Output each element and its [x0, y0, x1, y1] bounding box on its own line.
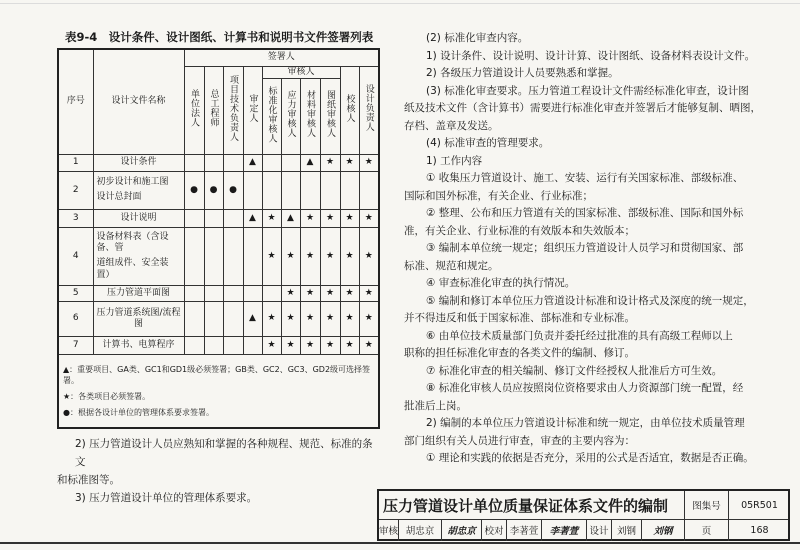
- text-line: 2) 压力管道设计人员应熟知和掌握的各种规程、规范、标准的条文: [75, 438, 373, 468]
- header-col-label: 材料审核人: [305, 90, 315, 138]
- star-mark: ★: [359, 154, 379, 171]
- empty-cell: [320, 171, 340, 209]
- empty-cell: [204, 337, 223, 355]
- row-index: 6: [58, 302, 93, 337]
- star-mark: ★: [281, 337, 300, 355]
- text-line: 批准后上岗。: [404, 399, 467, 412]
- header-col-label: 总工程师: [208, 89, 219, 127]
- row-file-name: [93, 302, 184, 337]
- table-row: [58, 154, 379, 171]
- dot-mark: ●: [204, 171, 223, 209]
- row-index: 2: [58, 171, 93, 209]
- triangle-mark: ▲: [243, 302, 262, 337]
- text-line: ② 整理、公布和压力管道有关的国家标准、部级标准、国际和国外标: [426, 207, 744, 219]
- table-row: [58, 227, 379, 285]
- text-line: 3) 压力管道设计单位的管理体系要求。: [75, 492, 258, 504]
- header-index: 序号: [58, 49, 93, 154]
- triangle-mark: ▲: [243, 154, 262, 171]
- header-col-label: 应力审核人: [285, 90, 296, 138]
- star-mark: ★: [320, 227, 340, 285]
- star-mark: ★: [281, 227, 300, 285]
- row-index: 7: [58, 337, 93, 355]
- empty-cell: [223, 227, 243, 285]
- header-col: [340, 66, 359, 154]
- atlas-label: 图集号: [685, 491, 729, 519]
- design-label: 设计: [587, 519, 612, 541]
- star-mark: ★: [262, 227, 281, 285]
- designer-signature: 刘钢: [642, 519, 685, 541]
- table-title: 表9-4 设计条件、设计图纸、计算书和说明书文件签署列表: [65, 30, 374, 44]
- star-mark: ★: [281, 285, 300, 301]
- title-block: [377, 489, 790, 541]
- header-col: [262, 78, 281, 154]
- text-line: 并不得违反和低于国家标准、部标准和专业标准。: [404, 312, 635, 324]
- star-mark: ★: [320, 209, 340, 227]
- star-mark: ★: [320, 302, 340, 337]
- header-col: [223, 66, 243, 154]
- triangle-mark: ▲: [281, 209, 300, 227]
- text-line: 2) 编制的本单位压力管道设计标准和统一规定，由单位技术质量管理: [426, 417, 745, 429]
- empty-cell: [243, 285, 262, 301]
- star-mark: ★: [300, 285, 320, 301]
- empty-cell: [262, 285, 281, 301]
- star-mark: ★: [359, 337, 379, 355]
- star-mark: ★: [262, 337, 281, 355]
- header-reviewers: 审核人: [262, 66, 340, 78]
- header-col-label: 设计负责人: [363, 84, 374, 132]
- text-line: ① 理论和实践的依据是否充分，采用的公式是否适宜，数据是否正确。: [426, 452, 754, 464]
- empty-cell: [359, 171, 379, 209]
- empty-cell: [243, 337, 262, 355]
- text-line: ⑧ 标准化审核人员应按照岗位资格要求由人力资源部门统一配置，经: [426, 382, 744, 394]
- table-row: [58, 337, 379, 355]
- row-file-name: [93, 227, 184, 285]
- empty-cell: [184, 227, 204, 285]
- row-file-name: [93, 337, 184, 355]
- row-file-name-line: 设计总封面: [96, 192, 142, 203]
- empty-cell: [184, 337, 204, 355]
- text-line: 纸及技术文件（含计算书）需要进行标准化审查并签署后才能够复制、晒图，: [404, 102, 761, 114]
- text-line: (4) 标准审查的管理要求。: [426, 137, 550, 149]
- row-file-name-line: 初步设计和施工图: [96, 177, 169, 187]
- reviewer-name: 胡忠京: [399, 519, 442, 541]
- empty-cell: [281, 171, 300, 209]
- star-mark: ★: [340, 337, 359, 355]
- star-mark: ★: [300, 227, 320, 285]
- signature-table: [57, 48, 380, 429]
- star-mark: ★: [300, 209, 320, 227]
- text-line: ① 收集压力管道设计、施工、安装、运行有关国家标准、部级标准、: [426, 172, 744, 184]
- header-col: [359, 66, 379, 154]
- star-mark: ★: [359, 302, 379, 337]
- header-name: 设计文件名称: [93, 49, 184, 154]
- atlas-number: 05R501: [741, 499, 778, 511]
- text-line: ⑥ 由单位技术质量部门负责并委托经过批准的具有高级工程师以上: [426, 329, 733, 342]
- drawing-title: 压力管道设计单位质量保证体系文件的编制: [379, 491, 685, 519]
- star-mark: ★: [320, 285, 340, 301]
- empty-cell: [204, 285, 223, 301]
- checker-name: 李著萱: [507, 519, 542, 541]
- triangle-mark: ▲: [243, 209, 262, 227]
- dot-mark: ●: [223, 171, 243, 209]
- text-line: 1) 工作内容: [426, 154, 483, 167]
- empty-cell: [184, 154, 204, 171]
- empty-cell: [300, 171, 320, 209]
- header-col-label: 单位法人: [189, 89, 199, 127]
- empty-cell: [243, 227, 262, 285]
- empty-cell: [243, 171, 262, 209]
- review-label: 审核: [379, 519, 399, 541]
- dot-mark: ●: [184, 171, 204, 209]
- empty-cell: [223, 154, 243, 171]
- header-col: [281, 78, 300, 154]
- table-row: [58, 302, 379, 337]
- row-index: 4: [58, 227, 93, 285]
- row-file-name: [93, 154, 184, 171]
- empty-cell: [204, 302, 223, 337]
- row-index: 1: [58, 154, 93, 171]
- table-row: [58, 285, 379, 301]
- empty-cell: [340, 171, 359, 209]
- row-file-name-line: 道组成件、安全装置）: [96, 258, 169, 280]
- text-line: (3) 标准化审查要求。压力管道工程设计文件需经标准化审查，设计图: [426, 84, 749, 97]
- star-mark: ★: [340, 302, 359, 337]
- triangle-mark: ▲: [300, 154, 320, 171]
- text-line: 部门组织有关人员进行审查，审查的主要内容为：: [404, 434, 635, 447]
- text-line: ⑦ 标准化审查的相关编制、修订文件经授权人批准后方可生效。: [426, 364, 723, 377]
- right-body-text: [404, 30, 794, 468]
- star-mark: ★: [300, 302, 320, 337]
- scan-bottom-edge: [0, 542, 800, 544]
- header-col: [300, 78, 320, 154]
- empty-cell: [223, 285, 243, 301]
- header-col: [320, 78, 340, 154]
- legend-note: ●：根据各设计单位的管理体系要求签署。: [63, 408, 214, 417]
- empty-cell: [184, 285, 204, 301]
- row-index: 5: [58, 285, 93, 301]
- row-file-name-line: 设备材料表（含设备、管: [96, 231, 169, 253]
- table-notes: [58, 355, 379, 429]
- star-mark: ★: [281, 302, 300, 337]
- empty-cell: [184, 209, 204, 227]
- star-mark: ★: [340, 209, 359, 227]
- text-line: ③ 编制本单位统一规定；组织压力管道设计人员学习和贯彻国家、部: [426, 242, 744, 254]
- header-col: [243, 66, 262, 154]
- star-mark: ★: [359, 285, 379, 301]
- row-file-name: [93, 171, 184, 209]
- text-line: 1) 设计条件、设计说明、设计计算、设计图纸、设备材料表设计文件。: [426, 49, 756, 62]
- text-line: 存档、盖章及发送。: [404, 119, 499, 132]
- text-line: ⑤ 编制和修订本单位压力管道设计标准和设计格式及深度的统一规定，: [426, 294, 754, 307]
- text-line: 国际和国外标准，有关企业、行业标准；: [404, 189, 593, 202]
- text-line: 2) 各级压力管道设计人员要熟悉和掌握。: [426, 67, 619, 79]
- star-mark: ★: [262, 209, 281, 227]
- star-mark: ★: [300, 337, 320, 355]
- empty-cell: [262, 154, 281, 171]
- page-label: 页: [685, 519, 729, 541]
- text-line: ④ 审查标准化审查的执行情况。: [426, 277, 576, 289]
- empty-cell: [223, 337, 243, 355]
- table-row: [58, 209, 379, 227]
- row-file-name-line: 设计说明: [120, 212, 157, 223]
- row-file-name-line: 压力管道系统图/流程图: [96, 307, 181, 329]
- header-col-label: 审定人: [247, 93, 258, 123]
- header-col-label: 校核人: [344, 93, 355, 123]
- row-file-name-line: 设计条件: [120, 157, 157, 168]
- star-mark: ★: [359, 227, 379, 285]
- empty-cell: [184, 302, 204, 337]
- table-row: [58, 171, 379, 209]
- empty-cell: [204, 209, 223, 227]
- page-number: 168: [750, 524, 769, 536]
- reviewer-signature: 胡忠京: [442, 519, 482, 541]
- header-col: [184, 66, 204, 154]
- row-file-name-line: 计算书、电算程序: [102, 339, 175, 350]
- check-label: 校对: [482, 519, 507, 541]
- left-column: [57, 28, 382, 507]
- text-line: 和标准图等。: [57, 474, 120, 486]
- left-body-text: [57, 435, 378, 507]
- empty-cell: [262, 171, 281, 209]
- text-line: 准，有关企业、行业标准的有效版本和失效版本；: [404, 224, 635, 237]
- legend-note: ▲：重要项目、GA类、GC1和GD1级必须签署；GB类、GC2、GC3、GD2级可选择签署。: [63, 365, 371, 385]
- star-mark: ★: [262, 302, 281, 337]
- star-mark: ★: [320, 337, 340, 355]
- text-line: (2) 标准化审查内容。: [426, 32, 529, 44]
- legend-note: ★：各类项目必须签署。: [63, 392, 151, 401]
- empty-cell: [204, 154, 223, 171]
- header-col-label: 标准化审核人: [266, 85, 277, 143]
- header-signers: 签署人: [184, 49, 379, 66]
- text-line: 标准、规范和规定。: [404, 259, 499, 272]
- header-col-label: 项目技术负责人: [228, 74, 238, 142]
- empty-cell: [223, 302, 243, 337]
- designer-name: 刘钢: [612, 519, 642, 541]
- empty-cell: [281, 154, 300, 171]
- checker-signature: 李著萱: [542, 519, 587, 541]
- scan-edge-line: [0, 3, 800, 4]
- empty-cell: [204, 227, 223, 285]
- header-col: [204, 66, 223, 154]
- row-file-name: [93, 209, 184, 227]
- star-mark: ★: [340, 154, 359, 171]
- row-index: 3: [58, 209, 93, 227]
- star-mark: ★: [359, 209, 379, 227]
- row-file-name: [93, 285, 184, 301]
- header-col-label: 图纸审核人: [325, 90, 335, 138]
- star-mark: ★: [320, 154, 340, 171]
- empty-cell: [223, 209, 243, 227]
- star-mark: ★: [340, 285, 359, 301]
- row-file-name-line: 压力管道平面图: [106, 287, 170, 298]
- text-line: 职称的担任标准化审查的各类文件的编制、修订。: [404, 347, 635, 359]
- star-mark: ★: [340, 227, 359, 285]
